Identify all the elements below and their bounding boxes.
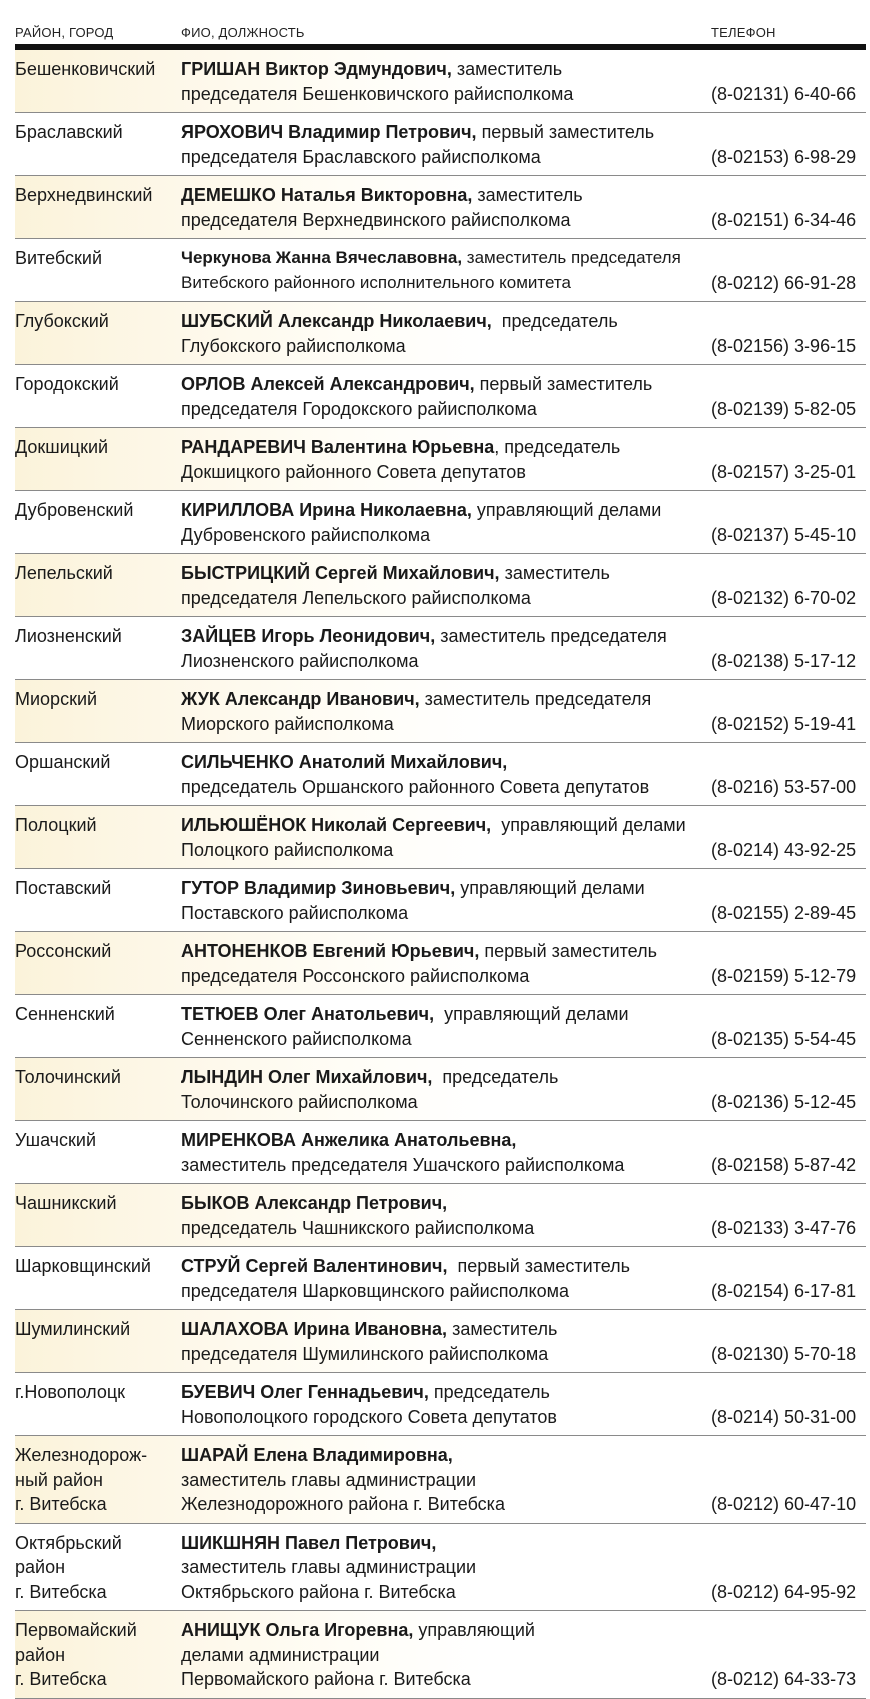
district-name: Городокский — [15, 374, 119, 394]
table-row — [15, 113, 866, 176]
phone-number: (8-0214) 50-31-00 — [711, 1406, 857, 1427]
phone-cell — [711, 57, 866, 106]
phone-number: (8-02133) 3-47-76 — [711, 1217, 857, 1238]
person-cell — [181, 435, 711, 484]
phone-cell — [711, 1618, 866, 1692]
table-row — [15, 1184, 866, 1247]
person-name: ИЛЬЮШЁНОК Николай Сергеевич, — [181, 815, 492, 835]
person-name: ЗАЙЦЕВ Игорь Леонидович, — [181, 626, 436, 646]
table-row — [15, 617, 866, 680]
phone-number: (8-0212) 66-91-28 — [711, 272, 857, 293]
position-text: Первомайского района г. Витебска — [181, 1669, 471, 1689]
table-row — [15, 680, 866, 743]
phone-cell — [711, 498, 866, 547]
position-text: заместитель — [451, 59, 563, 79]
person-name: БЫСТРИЦКИЙ Сергей Михайлович, — [181, 563, 500, 583]
phone-number: (8-02135) 5-54-45 — [711, 1028, 857, 1049]
person-cell — [181, 1254, 711, 1303]
phone-number: (8-0212) 64-33-73 — [711, 1669, 857, 1689]
person-name: АНИЩУК Ольга Игоревна, — [181, 1620, 414, 1640]
person-cell — [181, 939, 711, 988]
person-name: ШАРАЙ Елена Владимировна, — [181, 1445, 453, 1465]
position-text: делами администрации — [181, 1644, 380, 1665]
position-text: заместитель — [447, 1319, 558, 1339]
phone-cell — [711, 1191, 866, 1240]
table-row — [15, 428, 866, 491]
person-cell — [181, 876, 711, 925]
position-text: заместитель главы администрации — [181, 1469, 477, 1490]
person-cell — [181, 1443, 711, 1517]
position-text: председателя Лепельского райисполкома — [181, 587, 531, 608]
person-first-line — [181, 309, 711, 334]
phone-number: (8-02131) 6-40-66 — [711, 83, 857, 104]
person-first-line — [181, 183, 711, 208]
person-first-line — [181, 561, 711, 586]
district-name: Витебский — [15, 248, 103, 268]
table-row — [15, 743, 866, 806]
table-row — [15, 995, 866, 1058]
person-name: БЫКОВ Александр Петрович, — [181, 1193, 448, 1213]
person-name: Черкунова Жанна Вячеславовна, — [181, 248, 463, 267]
phone-cell — [711, 1065, 866, 1114]
person-name: ТЕТЮЕВ Олег Анатольевич, — [181, 1004, 435, 1024]
phone-number: (8-02156) 3-96-15 — [711, 335, 857, 356]
person-first-line — [181, 1618, 711, 1643]
person-name: ШУБСКИЙ Александр Николаевич, — [181, 311, 492, 331]
district-name: Миорский — [15, 689, 98, 709]
position-text: Глубокского райисполкома — [181, 335, 406, 356]
district-name: Чашникский — [15, 1193, 117, 1213]
position-text: Витебского районного исполнительного комитета — [181, 272, 571, 292]
phone-number: (8-0212) 64-95-92 — [711, 1581, 857, 1602]
phone-number: (8-02154) 6-17-81 — [711, 1280, 857, 1301]
person-name: ШИКШНЯН Павел Петрович, — [181, 1532, 437, 1553]
person-cell — [181, 246, 711, 295]
position-text: заместитель председателя — [435, 626, 667, 646]
table-row — [15, 1058, 866, 1121]
phone-number: (8-02152) 5-19-41 — [711, 713, 857, 734]
phone-number: (8-02137) 5-45-10 — [711, 524, 857, 545]
person-cell — [181, 372, 711, 421]
person-cell — [181, 120, 711, 169]
position-text: председатель — [432, 1067, 559, 1087]
person-name: РАНДАРЕВИЧ Валентина Юрьевна — [181, 437, 495, 457]
person-first-line — [181, 939, 711, 964]
table-row — [15, 806, 866, 869]
person-name: ЖУК Александр Иванович, — [181, 689, 420, 709]
position-text: председатель Оршанского районного Совета депутатов — [181, 776, 650, 797]
table-row — [15, 50, 866, 113]
person-first-line — [181, 750, 711, 775]
person-name: ГУТОР Владимир Зиновьевич, — [181, 878, 456, 898]
person-cell — [181, 561, 711, 610]
phone-cell — [711, 1128, 866, 1177]
position-text: Миорского райисполкома — [181, 713, 394, 734]
person-cell — [181, 1065, 711, 1114]
position-text: председателя Россонского райисполкома — [181, 965, 530, 986]
person-name: ГРИШАН Виктор Эдмундович, — [181, 59, 452, 79]
district-name: Бешенковичский — [15, 59, 156, 79]
person-first-line — [181, 876, 711, 901]
district-name: Глубокский — [15, 311, 109, 331]
position-text: заместитель председателя — [419, 689, 652, 709]
position-text: Докшицкого районного Совета депутатов — [181, 461, 526, 482]
person-cell — [181, 1002, 711, 1051]
person-cell — [181, 57, 711, 106]
district-name: Ушачский — [15, 1130, 97, 1150]
person-first-line — [181, 687, 711, 712]
position-text: председатель — [491, 311, 618, 331]
person-cell — [181, 1531, 711, 1605]
table-row — [15, 1611, 866, 1699]
person-cell — [181, 1380, 711, 1429]
person-cell — [181, 750, 711, 799]
phone-number: (8-02139) 5-82-05 — [711, 398, 857, 419]
phone-column-header: ТЕЛЕФОН — [711, 25, 776, 40]
position-text: председателя Браславского райисполкома — [181, 146, 541, 167]
person-cell — [181, 498, 711, 547]
district-name: Железнодорож- ный район г. Витебска — [15, 1445, 148, 1514]
district-name: Поставский — [15, 878, 112, 898]
district-name: Полоцкий — [15, 815, 97, 835]
person-name: БУЕВИЧ Олег Геннадьевич, — [181, 1382, 429, 1402]
district-name: Браславский — [15, 122, 123, 142]
phone-number: (8-02155) 2-89-45 — [711, 902, 857, 923]
table-row — [15, 491, 866, 554]
phone-cell — [711, 750, 866, 799]
district-name: Докшицкий — [15, 437, 109, 457]
phone-number: (8-0216) 53-57-00 — [711, 776, 857, 797]
person-cell — [181, 1128, 711, 1177]
person-name: СИЛЬЧЕНКО Анатолий Михайлович, — [181, 752, 508, 772]
position-text: председатель Чашникского райисполкома — [181, 1217, 535, 1238]
phone-cell — [711, 435, 866, 484]
district-name: Лиозненский — [15, 626, 122, 646]
person-name: ЯРОХОВИЧ Владимир Петрович, — [181, 122, 477, 142]
position-text: председателя Шумилинского райисполкома — [181, 1343, 549, 1364]
phone-cell — [711, 246, 866, 295]
position-text: председатель — [428, 1382, 550, 1402]
table-row — [15, 176, 866, 239]
position-text: управляющий делами — [434, 1004, 629, 1024]
phone-cell — [711, 813, 866, 862]
phone-number: (8-02130) 5-70-18 — [711, 1343, 857, 1364]
district-name: г.Новополоцк — [15, 1382, 126, 1402]
table-row — [15, 932, 866, 995]
person-name: ДЕМЕШКО Наталья Викторовна, — [181, 185, 473, 205]
district-name: Верхнедвинский — [15, 185, 153, 205]
person-name: ОРЛОВ Алексей Александрович, — [181, 374, 475, 394]
person-cell — [181, 687, 711, 736]
phone-number: (8-02132) 6-70-02 — [711, 587, 857, 608]
district-name: Шумилинский — [15, 1319, 131, 1339]
position-text: председателя Городокского райисполкома — [181, 398, 537, 419]
position-text: председателя Бешенковичского райисполкома — [181, 83, 574, 104]
phone-cell — [711, 624, 866, 673]
position-text: председателя Верхнедвинского райисполкома — [181, 209, 571, 230]
district-name: Октябрьский район г. Витебска — [15, 1532, 122, 1602]
phone-number: (8-02159) 5-12-79 — [711, 965, 857, 986]
person-first-line — [181, 1531, 711, 1556]
position-text: управляющий делами — [471, 500, 662, 520]
person-first-line — [181, 57, 711, 82]
position-text: Железнодорожного района г. Витебска — [181, 1494, 505, 1514]
position-text: Новополоцкого городского Совета депутатов — [181, 1406, 557, 1427]
phone-cell — [711, 687, 866, 736]
position-text: Толочинского райисполкома — [181, 1091, 418, 1112]
person-first-line — [181, 1443, 711, 1468]
phone-number: (8-02151) 6-34-46 — [711, 209, 857, 230]
position-text: , председатель — [494, 437, 621, 457]
position-text: управляющий делами — [455, 878, 645, 898]
phone-number: (8-0212) 60-47-10 — [711, 1494, 857, 1514]
position-text: управляющий — [413, 1620, 535, 1640]
phone-cell — [711, 1317, 866, 1366]
district-name: Россонский — [15, 941, 112, 961]
district-name: Оршанский — [15, 752, 111, 772]
phone-number: (8-02138) 5-17-12 — [711, 650, 857, 671]
person-cell — [181, 813, 711, 862]
person-name: АНТОНЕНКОВ Евгений Юрьевич, — [181, 941, 480, 961]
district-name: Шарковщинский — [15, 1256, 151, 1276]
person-first-line — [181, 813, 711, 838]
person-cell — [181, 1618, 711, 1692]
table-row — [15, 1436, 866, 1524]
phone-cell — [711, 876, 866, 925]
phone-cell — [711, 1443, 866, 1517]
person-first-line — [181, 1002, 711, 1027]
phone-cell — [711, 1002, 866, 1051]
phone-cell — [711, 939, 866, 988]
position-text: Дубровенского райисполкома — [181, 524, 431, 545]
position-text: заместитель — [499, 563, 610, 583]
district-name: Сенненский — [15, 1004, 115, 1024]
person-first-line — [181, 435, 711, 460]
position-text: управляющий делами — [491, 815, 686, 835]
person-column-header: ФИО, ДОЛЖНОСТЬ — [181, 25, 305, 40]
person-first-line — [181, 1128, 711, 1153]
table-row — [15, 239, 866, 302]
table-row — [15, 1524, 866, 1612]
position-text: первый заместитель — [447, 1256, 631, 1276]
table-row — [15, 1373, 866, 1436]
phone-number: (8-02157) 3-25-01 — [711, 461, 857, 482]
table-body — [15, 50, 866, 1699]
person-name: МИРЕНКОВА Анжелика Анатольевна, — [181, 1130, 517, 1150]
position-text: Сенненского райисполкома — [181, 1028, 412, 1049]
person-first-line — [181, 1254, 711, 1279]
district-name: Толочинский — [15, 1067, 121, 1087]
person-first-line — [181, 1380, 711, 1405]
person-cell — [181, 183, 711, 232]
table-row — [15, 365, 866, 428]
phone-cell — [711, 183, 866, 232]
position-text: Полоцкого райисполкома — [181, 839, 394, 860]
person-first-line — [181, 246, 711, 271]
table-header — [15, 0, 866, 44]
person-first-line — [181, 1317, 711, 1342]
position-text: Поставского райисполкома — [181, 902, 409, 923]
district-name: Дубровенский — [15, 500, 134, 520]
person-first-line — [181, 120, 711, 145]
phone-number: (8-02158) 5-87-42 — [711, 1154, 857, 1175]
phone-cell — [711, 120, 866, 169]
position-text: председателя Шарковщинского райисполкома — [181, 1280, 570, 1301]
phone-cell — [711, 561, 866, 610]
person-first-line — [181, 498, 711, 523]
position-text: первый заместитель — [479, 941, 657, 961]
person-name: КИРИЛЛОВА Ирина Николаевна, — [181, 500, 472, 520]
person-first-line — [181, 372, 711, 397]
position-text: Октябрьского района г. Витебска — [181, 1581, 456, 1602]
person-name: СТРУЙ Сергей Валентинович, — [181, 1256, 448, 1276]
position-text: первый заместитель — [474, 374, 653, 394]
person-first-line — [181, 1191, 711, 1216]
phone-cell — [711, 1531, 866, 1605]
table-row — [15, 1121, 866, 1184]
phone-number: (8-02153) 6-98-29 — [711, 146, 857, 167]
position-text: заместитель главы администрации — [181, 1557, 477, 1577]
phone-cell — [711, 372, 866, 421]
phone-number: (8-0214) 43-92-25 — [711, 839, 857, 860]
position-text: заместитель — [472, 185, 583, 205]
phone-cell — [711, 309, 866, 358]
position-text: заместитель председателя Ушачского райисполкома — [181, 1154, 625, 1175]
phone-number: (8-02136) 5-12-45 — [711, 1091, 857, 1112]
position-text: Лиозненского райисполкома — [181, 650, 419, 671]
table-row — [15, 1310, 866, 1373]
phone-cell — [711, 1254, 866, 1303]
position-text: заместитель председателя — [462, 248, 681, 267]
district-name: Лепельский — [15, 563, 113, 583]
position-text: первый заместитель — [476, 122, 655, 142]
table-row — [15, 869, 866, 932]
phone-cell — [711, 1380, 866, 1429]
table-row — [15, 554, 866, 617]
table-row — [15, 302, 866, 365]
district-column-header: РАЙОН, ГОРОД — [15, 25, 114, 40]
person-cell — [181, 1317, 711, 1366]
person-cell — [181, 309, 711, 358]
person-first-line — [181, 624, 711, 649]
table-row — [15, 1247, 866, 1310]
person-name: ШАЛАХОВА Ирина Ивановна, — [181, 1319, 448, 1339]
person-cell — [181, 624, 711, 673]
district-name: Первомайский район г. Витебска — [15, 1620, 137, 1689]
person-first-line — [181, 1065, 711, 1090]
person-name: ЛЫНДИН Олег Михайлович, — [181, 1067, 433, 1087]
person-cell — [181, 1191, 711, 1240]
contact-directory — [15, 0, 866, 1699]
